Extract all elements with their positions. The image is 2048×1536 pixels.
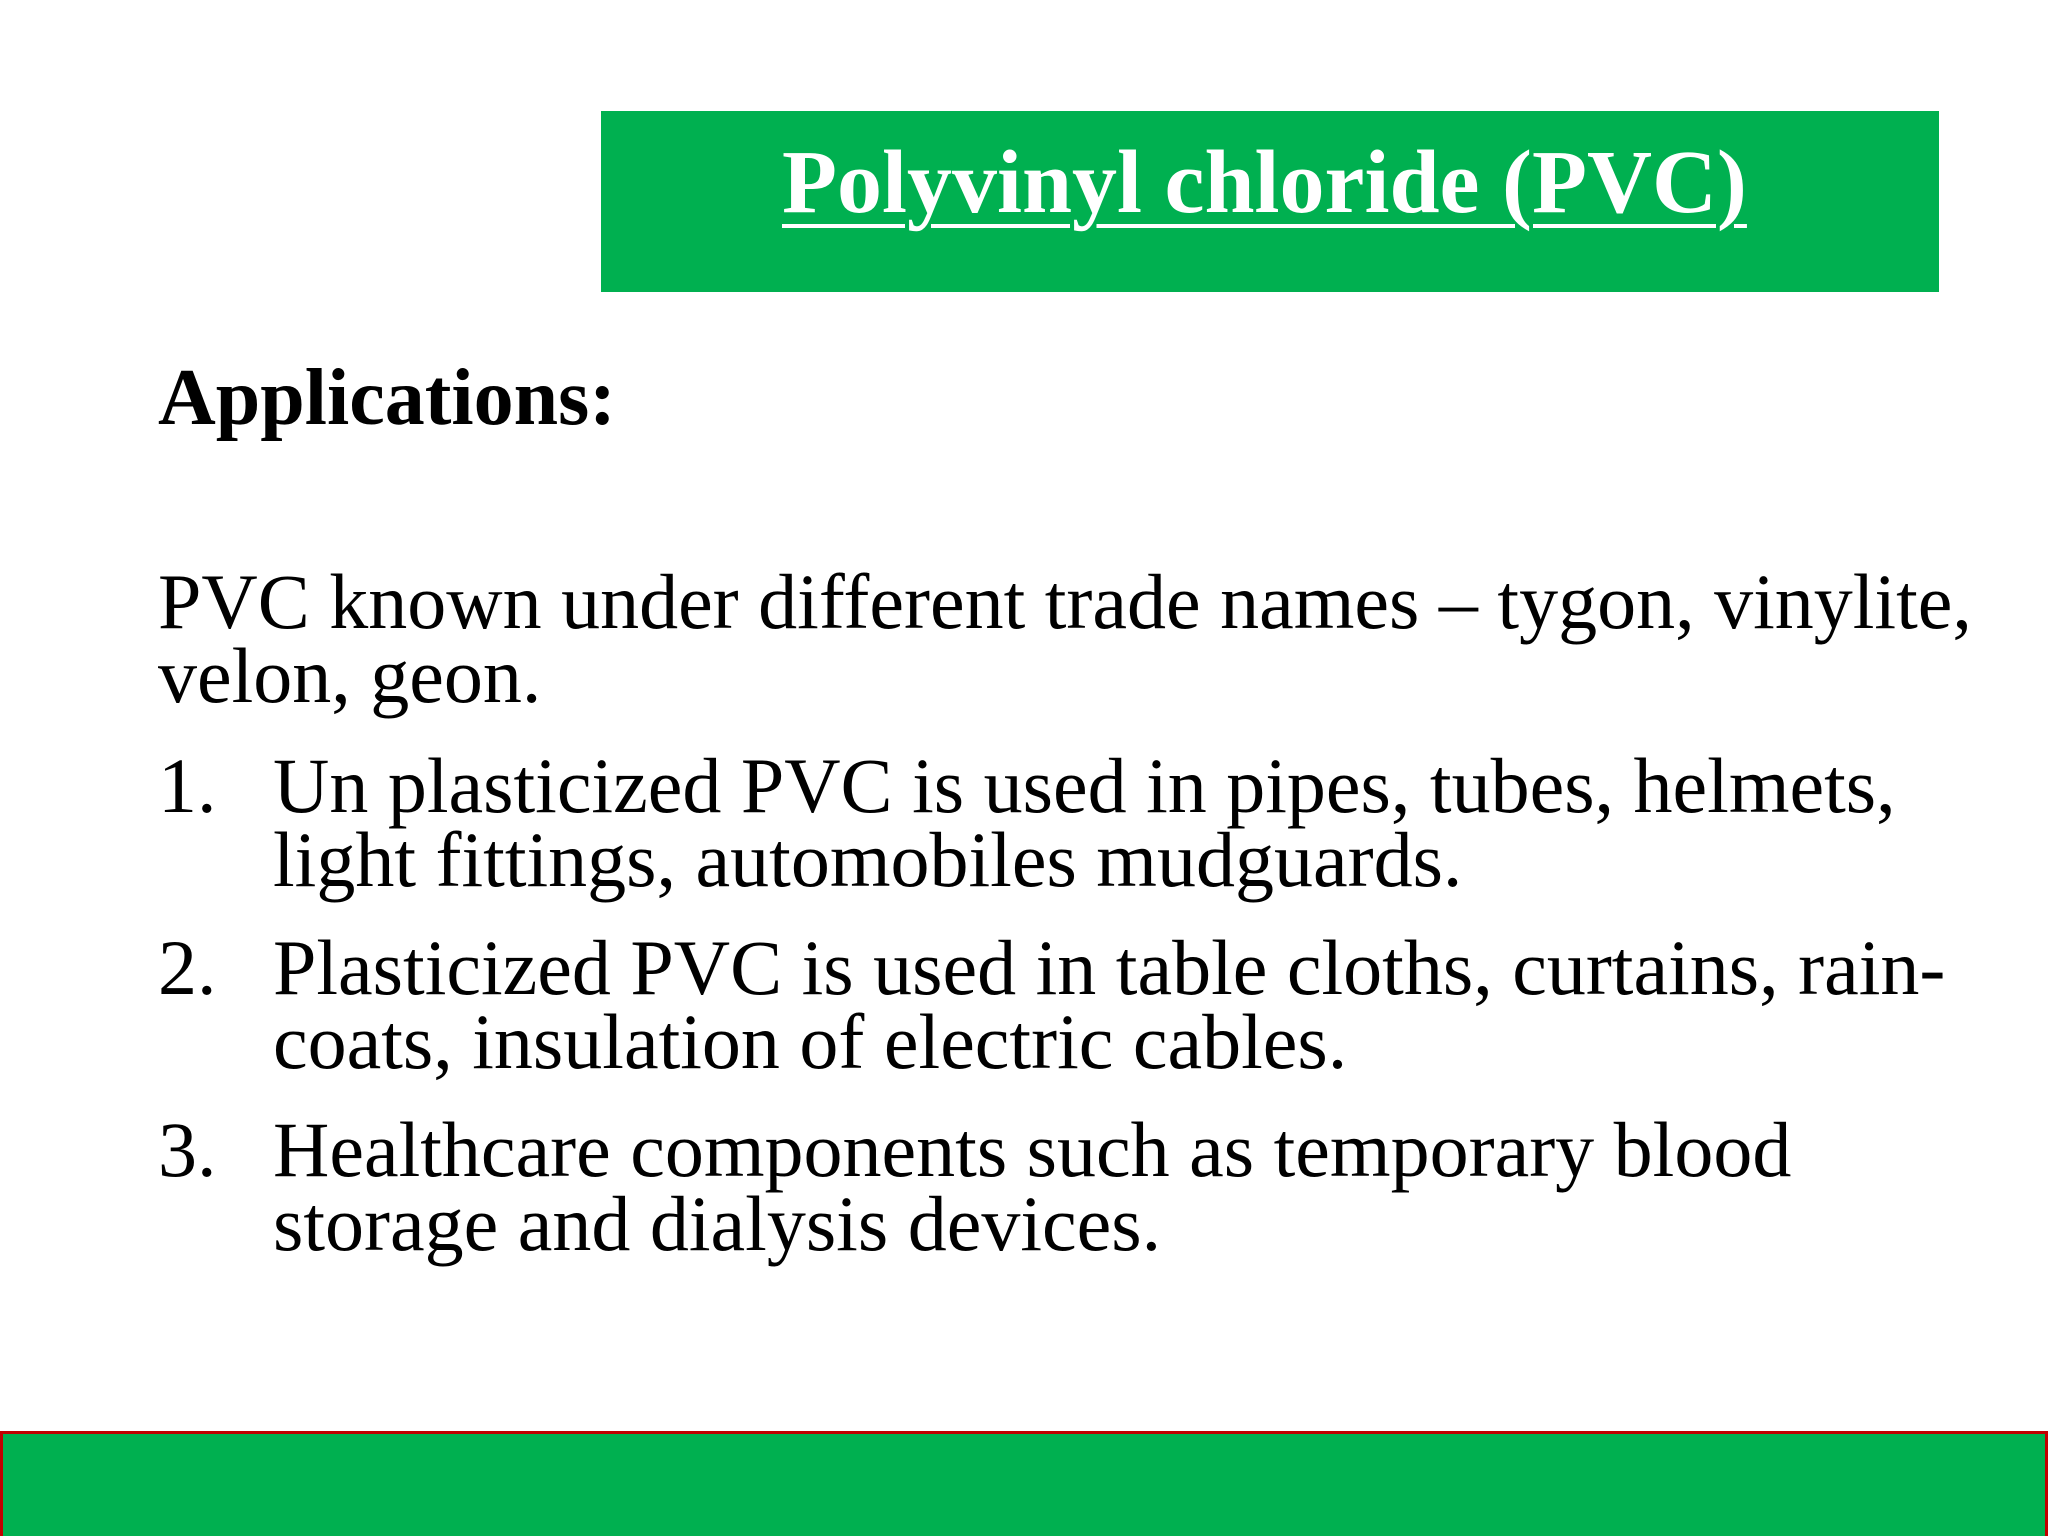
slide-title: Polyvinyl chloride (PVC) bbox=[782, 133, 1747, 232]
list-item bbox=[158, 924, 2018, 1085]
list-item-number: 2. bbox=[158, 924, 217, 1011]
list-item-text: Plasticized PVC is used in table cloths, curtains, rain-coats, insulation of electric cables. bbox=[273, 924, 1946, 1085]
content-body bbox=[158, 558, 2018, 1295]
footer-bar bbox=[0, 1431, 2048, 1536]
applications-heading: Applications: bbox=[158, 354, 616, 442]
intro-text: PVC known under different trade names – tygon, vinylite, velon, geon. bbox=[158, 558, 1972, 719]
list-item bbox=[158, 1106, 2018, 1267]
intro-paragraph bbox=[158, 558, 2018, 719]
list-item-text: Healthcare components such as temporary blood storage and dialysis devices. bbox=[273, 1106, 1792, 1267]
list-item-number: 1. bbox=[158, 742, 217, 829]
list-item-number: 3. bbox=[158, 1106, 217, 1193]
list-item-text: Un plasticized PVC is used in pipes, tubes, helmets, light fittings, automobiles mudguards. bbox=[273, 742, 1896, 903]
list-item bbox=[158, 742, 2018, 903]
